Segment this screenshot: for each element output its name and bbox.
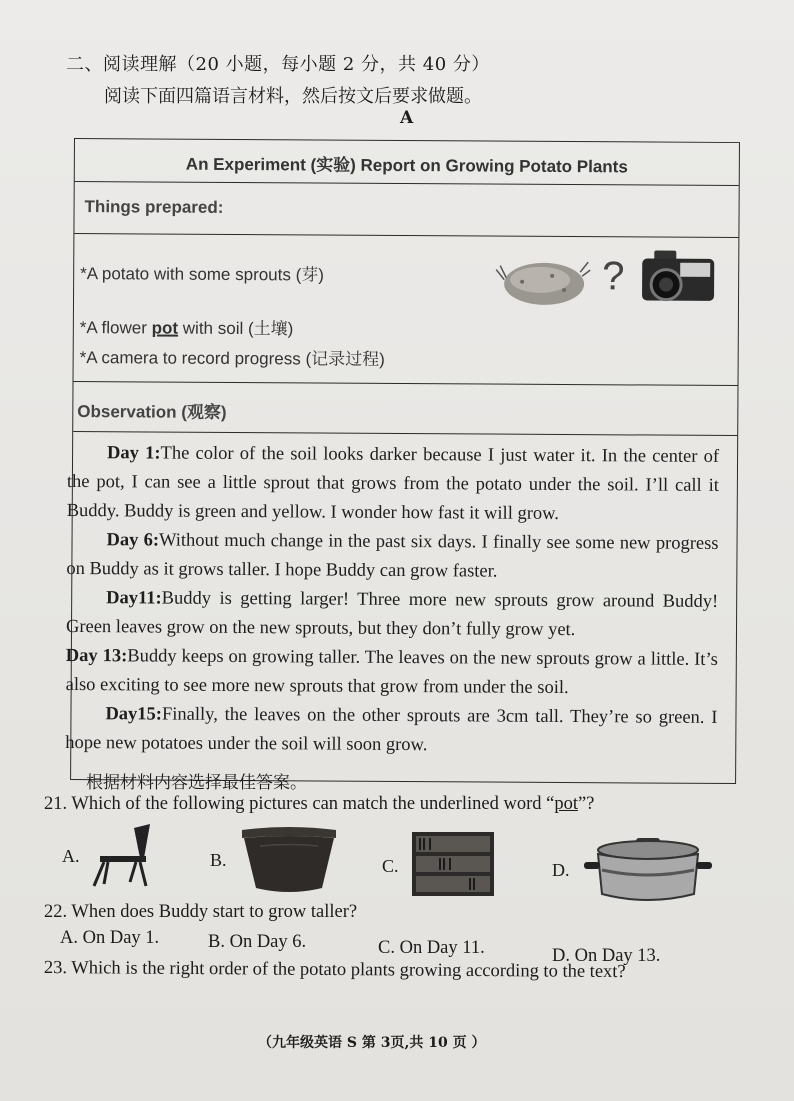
prepared-item-potato: *A potato with some sprouts (芽) [80, 264, 325, 285]
option-21-d-letter[interactable]: D. [552, 860, 570, 880]
option-21-b-letter[interactable]: B. [210, 850, 227, 870]
things-prepared-heading: Things prepared: [84, 197, 224, 217]
question-23: 23. Which is the right order of the potato plants growing according to the text? [43, 958, 626, 983]
underlined-word-pot: pot [151, 318, 179, 338]
option-22-a[interactable]: A. On Day 1. [60, 928, 160, 948]
day-15-entry [65, 700, 717, 762]
things-prepared-row [74, 181, 738, 238]
day-13-text: Buddy keeps on growing taller. The leaves on the new sprouts grow a little. It’s also exciting to see more new sprouts that grow from under the soil. [65, 646, 718, 699]
day-11-entry [66, 584, 718, 646]
prepared-item-pot-post: with soil (土壤) [178, 318, 294, 339]
flower-pot-icon[interactable] [240, 826, 338, 894]
question-22: 22. When does Buddy start to grow taller? [44, 902, 358, 922]
day-13-label: Day 13: [65, 645, 128, 667]
day-6-entry [66, 526, 718, 588]
section-instruction: 阅读下面四篇语言材料，然后按文后要求做题。 [104, 86, 482, 107]
day-11-text: Buddy is getting larger! Three more new sprouts grow around Buddy! Green leaves grow on the new sprouts, but they don’t fully grow yet. [65, 588, 719, 641]
cooking-pot-icon[interactable] [584, 836, 712, 906]
bookshelf-icon[interactable] [410, 830, 496, 898]
question-21-text-post: ”? [577, 794, 595, 814]
day-6-label: Day 6: [106, 530, 160, 551]
report-table [65, 138, 740, 784]
camera-icon [638, 246, 718, 304]
passage-label: A [400, 108, 414, 128]
question-21-underlined-word: pot [554, 794, 578, 814]
potato-icon [492, 250, 592, 309]
day-15-label: Day15: [105, 704, 163, 725]
prepared-items-row [74, 233, 739, 386]
question-mark: ? [602, 254, 625, 299]
observation-heading: Observation (观察) [77, 402, 227, 422]
day-15-text: Finally, the leaves on the other sprouts are 3cm tall. They’re so green. I hope new potatoes under the soil will soon grow. [65, 704, 718, 756]
day-6-text: Without much change in the past six days. I finally see some new progress on Buddy as it grows taller. I hope Buddy can grow faster. [66, 530, 719, 582]
observation-text [65, 439, 719, 762]
section-heading: 二、阅读理解（20 小题，每小题 2 分，共 40 分） [66, 54, 490, 75]
chair-icon[interactable] [90, 824, 160, 888]
day-1-text: The color of the soil looks darker because I just water it. In the center of the pot, I can see a little sprout that grows from the potato under the soil. I’ll call it Buddy. Buddy is green and yellow. I wonder how fast it will grow. [66, 443, 720, 524]
prepared-item-pot [80, 313, 294, 339]
observation-row [73, 381, 737, 436]
day-1-entry [67, 439, 720, 530]
option-22-c[interactable]: C. On Day 11. [378, 938, 485, 958]
choose-instruction: 根据材料内容选择最佳答案。 [86, 773, 307, 793]
day-1-label: Day 1: [107, 443, 161, 464]
report-title: An Experiment (实验) Report on Growing Potato Plants [185, 154, 628, 177]
day-11-label: Day11: [106, 588, 162, 609]
prepared-item-camera: *A camera to record progress (记录过程) [79, 348, 385, 369]
option-21-c-letter[interactable]: C. [382, 856, 399, 876]
option-22-d[interactable]: D. On Day 13. [552, 946, 661, 966]
page-footer: （九年级英语 S 第 3页,共 10 页 ） [258, 1035, 486, 1051]
prepared-item-pot-pre: *A flower [79, 318, 152, 338]
question-21-text-pre: 21. Which of the following pictures can match the underlined word “ [44, 794, 555, 814]
report-title-row [75, 139, 739, 186]
day-13-entry [66, 642, 718, 704]
option-22-b[interactable]: B. On Day 6. [208, 932, 307, 952]
option-21-a-letter[interactable]: A. [62, 846, 80, 866]
prepared-pictures [492, 250, 722, 307]
question-21 [44, 794, 594, 815]
